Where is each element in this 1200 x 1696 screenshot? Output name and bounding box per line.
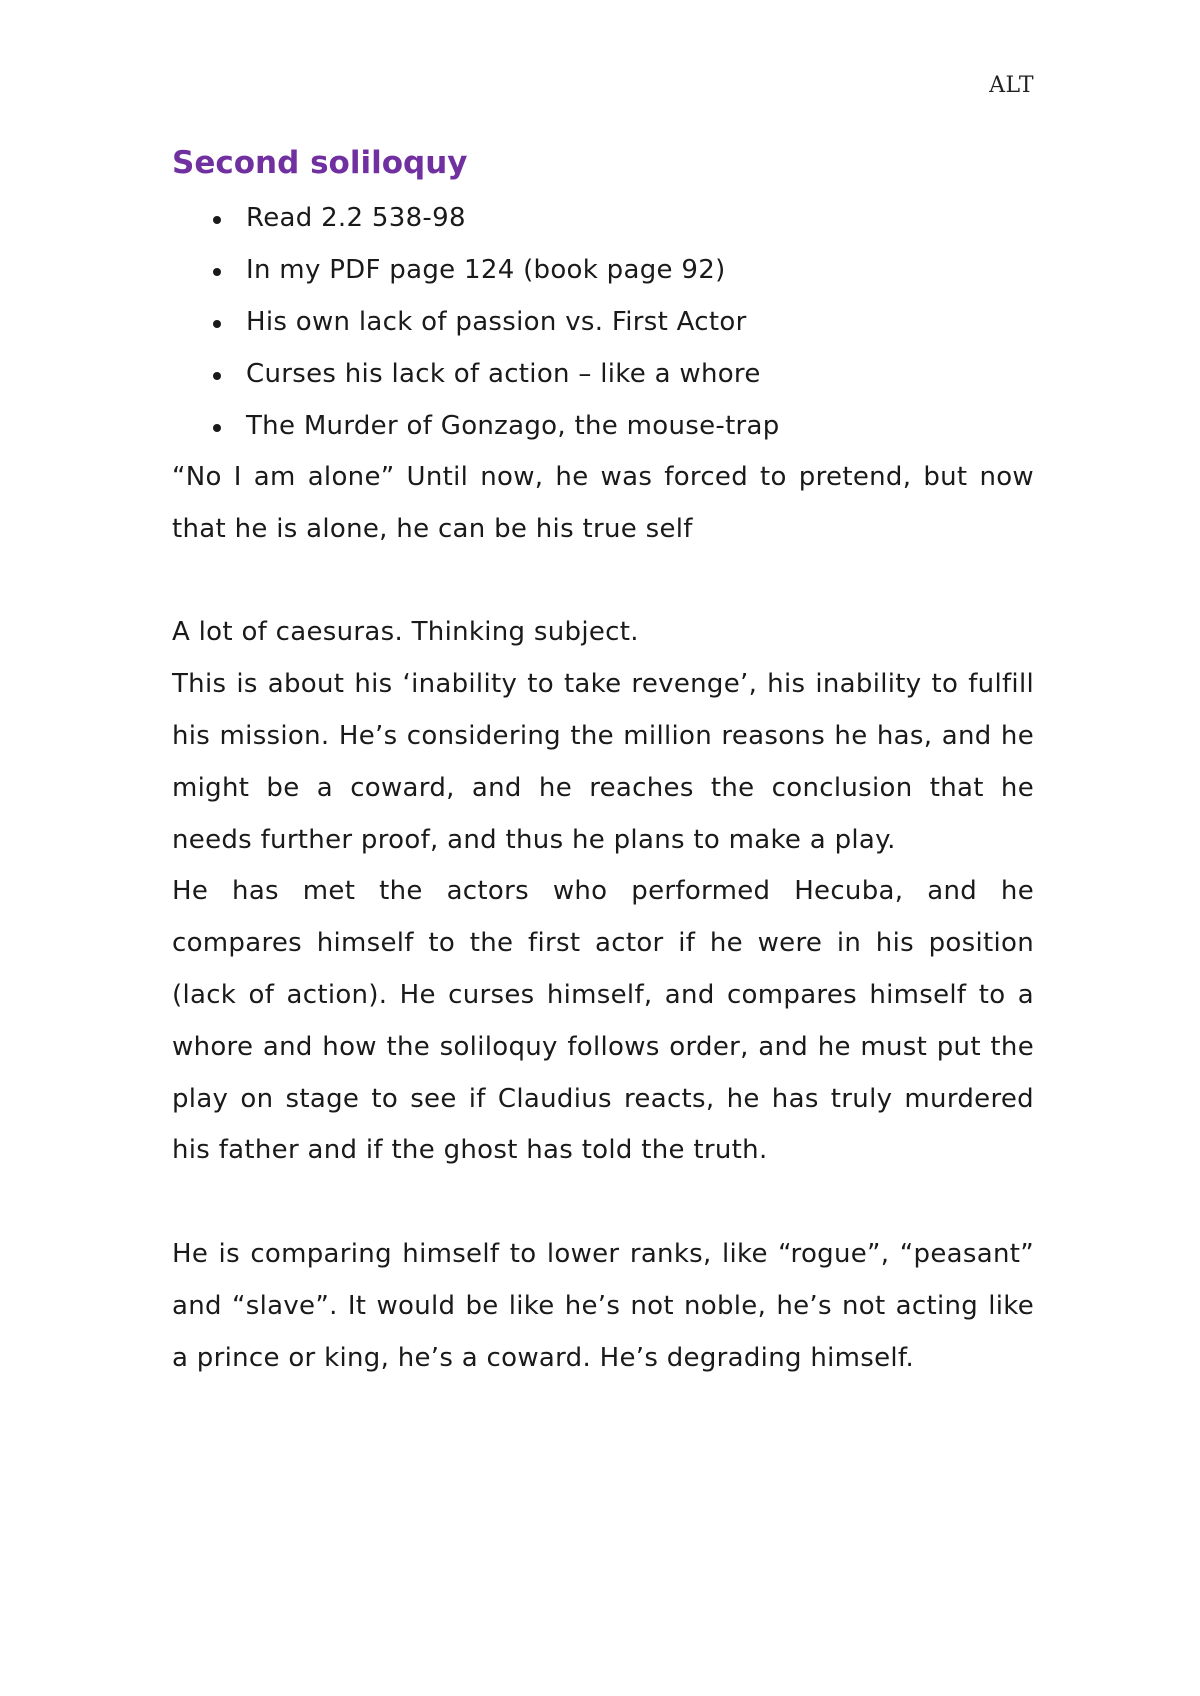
blank-line	[172, 1177, 1034, 1229]
paragraph-alone: “No I am alone” Until now, he was forced to pretend, but now that he is alone, he can be his true self	[172, 462, 1034, 544]
paragraph-inability: This is about his ‘inability to take revenge’, his inability to fulfill his mission. He’s considering the million reasons he has, and he might be a coward, and he reaches the conclusion that he needs further proof, and thus he plans to make a play.	[172, 669, 1034, 855]
bullet-text: In my PDF page 124 (book page 92)	[246, 255, 726, 285]
bullet-item	[172, 244, 1034, 296]
bullet-dot-icon	[213, 424, 221, 432]
bullet-item	[172, 348, 1034, 400]
bullet-text: His own lack of passion vs. First Actor	[246, 307, 747, 337]
blank-line	[172, 556, 1034, 608]
paragraph-actors: He has met the actors who performed Hecuba, and he compares himself to the first actor if he were in his position (lack of action). He curses himself, and compares himself to a whore and how the soliloquy follows order, and he must put the play on stage to see if Claudius reacts, he has truly murdered his father and if the ghost has told the truth.	[172, 876, 1034, 1166]
document-body	[172, 140, 1034, 1384]
bullet-dot-icon	[213, 320, 221, 328]
header-mark: ALT	[989, 73, 1034, 98]
bullet-dot-icon	[213, 372, 221, 380]
bullet-text: Curses his lack of action – like a whore	[246, 359, 761, 389]
section-title: Second soliloquy	[172, 145, 468, 181]
bullet-item	[172, 192, 1034, 244]
bullet-text: Read 2.2 538-98	[246, 203, 466, 233]
bullet-list	[172, 192, 1034, 452]
paragraph-ranks: He is comparing himself to lower ranks, like “rogue”, “peasant” and “slave”. It would be like he’s not noble, he’s not acting like a prince or king, he’s a coward. He’s degrading himself.	[172, 1238, 1034, 1373]
paragraph-caesuras: A lot of caesuras. Thinking subject.	[172, 617, 639, 648]
bullet-item	[172, 400, 1034, 452]
bullet-dot-icon	[213, 268, 221, 276]
bullet-dot-icon	[213, 216, 221, 224]
bullet-text: The Murder of Gonzago, the mouse-trap	[246, 411, 780, 441]
bullet-item	[172, 296, 1034, 348]
